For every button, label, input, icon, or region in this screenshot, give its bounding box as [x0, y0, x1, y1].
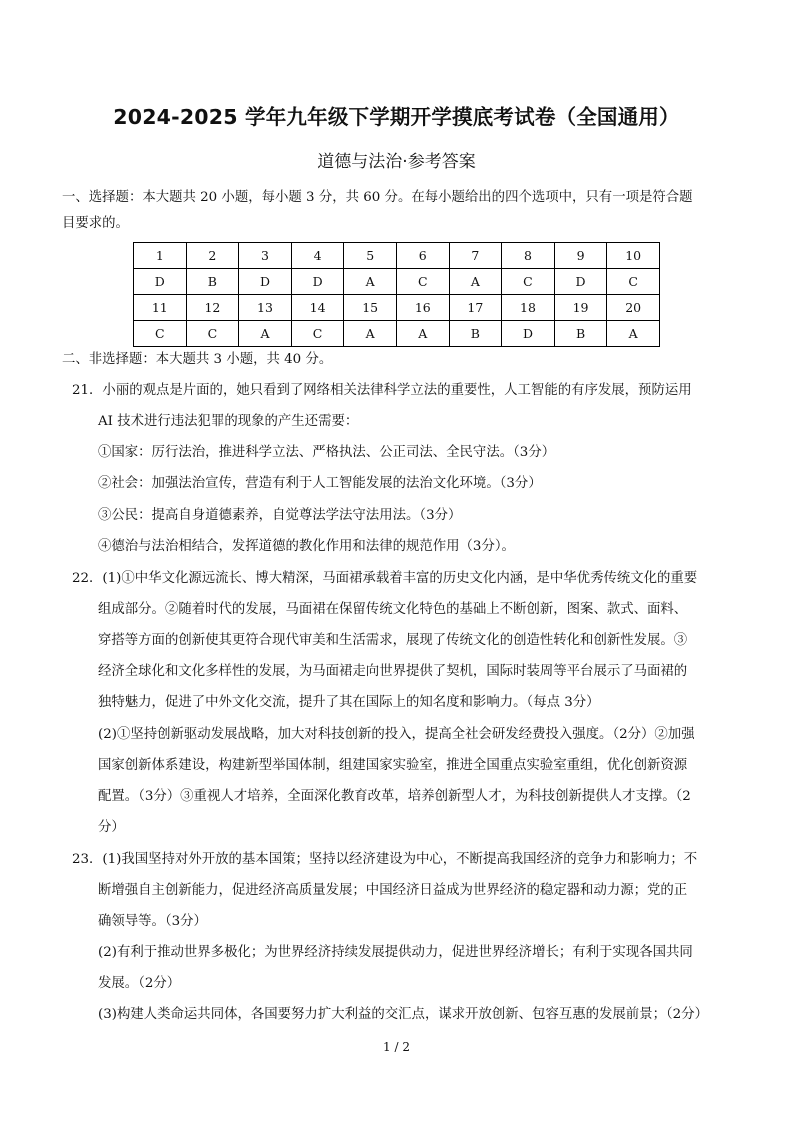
answer-table-cell: 12 [186, 295, 239, 321]
q23-line6: (3)构建人类命运共同体，各国要努力扩大利益的交汇点，谋求开放创新、包容互惠的发展前景；（2分） [98, 1007, 708, 1022]
q22-line2: 组成部分。②随着时代的发展，马面裙在保留传统文化特色的基础上不断创新，图案、款式、面料、 [98, 602, 688, 617]
answer-table-cell: B [554, 321, 607, 347]
answer-table-cell: 16 [396, 295, 449, 321]
answer-table-cell: B [186, 269, 239, 295]
q23-line2: 断增强自主创新能力，促进经济高质量发展；中国经济日益成为世界经济的稳定器和动力源；党的正 [98, 883, 688, 898]
answer-table-cell: 7 [449, 243, 502, 269]
answer-table-cell: 1 [134, 243, 187, 269]
answer-table-cell: 19 [554, 295, 607, 321]
section2-intro: 二、非选择题：本大题共 3 小题，共 40 分。 [62, 352, 333, 367]
q23-line4: (2)有利于推动世界多极化；为世界经济持续发展提供动力，促进世界经济增长；有利于实现各国共同 [98, 945, 693, 960]
answer-table-cell: A [607, 321, 660, 347]
answer-table-cell: 9 [554, 243, 607, 269]
answer-table-cell: A [344, 321, 397, 347]
answer-table-cell: C [502, 269, 555, 295]
answer-table-cell: C [186, 321, 239, 347]
answer-table-cell: 10 [607, 243, 660, 269]
q23-line1: 23．(1)我国坚持对外开放的基本国策；坚持以经济建设为中心，不断提高我国经济的竞争力和影响力；不 [72, 852, 698, 867]
answer-table-cell: D [134, 269, 187, 295]
answer-table-cell: 11 [134, 295, 187, 321]
answer-table-cell: 3 [239, 243, 292, 269]
answer-table-cell: 6 [396, 243, 449, 269]
answer-table-cell: D [554, 269, 607, 295]
answer-table [133, 242, 660, 347]
answer-table-cell: C [134, 321, 187, 347]
q22-line3: 穿搭等方面的创新使其更符合现代审美和生活需求，展现了传统文化的创造性转化和创新性发展。③ [98, 633, 688, 648]
answer-table-cell: C [291, 321, 344, 347]
q21-line3: ①国家：厉行法治，推进科学立法、严格执法、公正司法、全民守法。（3分） [98, 445, 556, 460]
q21-line4: ②社会：加强法治宣传，营造有利于人工智能发展的法治文化环境。（3分） [98, 476, 542, 491]
q22-line8: 配置。（3分）③重视人才培养，全面深化教育改革，培养创新型人才，为科技创新提供人才支撑。（2 [98, 789, 691, 804]
section1-intro-line1: 一、选择题：本大题共 20 小题，每小题 3 分，共 60 分。在每小题给出的四个选项中，只有一项是符合题 [62, 190, 693, 205]
answer-table-cell: A [239, 321, 292, 347]
q22-line1: 22．(1)①中华文化源远流长、博大精深，马面裙承载着丰富的历史文化内涵，是中华优秀传统文化的重要 [72, 571, 698, 586]
answer-table-cell: A [344, 269, 397, 295]
q22-line5: 独特魅力，促进了中外文化交流，提升了其在国际上的知名度和影响力。（每点 3分） [98, 695, 600, 710]
q21-line2: AI 技术进行违法犯罪的现象的产生还需要： [98, 414, 359, 429]
q23-line3: 确领导等。（3分） [98, 914, 207, 929]
q22-line6: (2)①坚持创新驱动发展战略，加大对科技创新的投入，提高全社会研发经费投入强度。（2分）②加强 [98, 727, 695, 742]
answer-table-cell: D [291, 269, 344, 295]
page-number: 1 / 2 [383, 1040, 410, 1054]
answer-table-cell: 2 [186, 243, 239, 269]
answer-table-cell: 5 [344, 243, 397, 269]
answer-table-cell: 4 [291, 243, 344, 269]
q21-line1: 21．小丽的观点是片面的，她只看到了网络相关法律科学立法的重要性，人工智能的有序发展，预防运用 [72, 383, 692, 398]
q22-line7: 国家创新体系建设，构建新型举国体制，组建国家实验室，推进全国重点实验室重组，优化创新资源 [98, 758, 688, 773]
answer-table-cell: D [239, 269, 292, 295]
answer-table-row [134, 243, 660, 269]
answer-table-cell: C [396, 269, 449, 295]
answer-table-cell: A [396, 321, 449, 347]
answer-table-cell: 15 [344, 295, 397, 321]
answer-table-row [134, 321, 660, 347]
answer-table-cell: 14 [291, 295, 344, 321]
section1-intro-line2: 目要求的。 [62, 216, 129, 231]
q21-line5: ③公民：提高自身道德素养，自觉尊法学法守法用法。（3分） [98, 508, 462, 523]
answer-table-cell: 17 [449, 295, 502, 321]
answer-table-cell: A [449, 269, 502, 295]
answer-table-cell: 18 [502, 295, 555, 321]
answer-table-cell: 8 [502, 243, 555, 269]
answer-table-cell: B [449, 321, 502, 347]
answer-table-row [134, 295, 660, 321]
answer-table-cell: D [502, 321, 555, 347]
answer-table-row [134, 269, 660, 295]
q23-line5: 发展。（2分） [98, 976, 181, 991]
q22-line9: 分） [98, 820, 125, 835]
answer-table-cell: 20 [607, 295, 660, 321]
answer-table-cell: C [607, 269, 660, 295]
q22-line4: 经济全球化和文化多样性的发展，为马面裙走向世界提供了契机，国际时装周等平台展示了马面裙的 [98, 664, 688, 679]
q21-line6: ④德治与法治相结合，发挥道德的教化作用和法律的规范作用（3分）。 [98, 539, 515, 554]
page-title: 2024-2025 学年九年级下学期开学摸底考试卷（全国通用） [113, 105, 680, 129]
answer-table-cell: 13 [239, 295, 292, 321]
page-subtitle: 道德与法治·参考答案 [317, 152, 476, 172]
